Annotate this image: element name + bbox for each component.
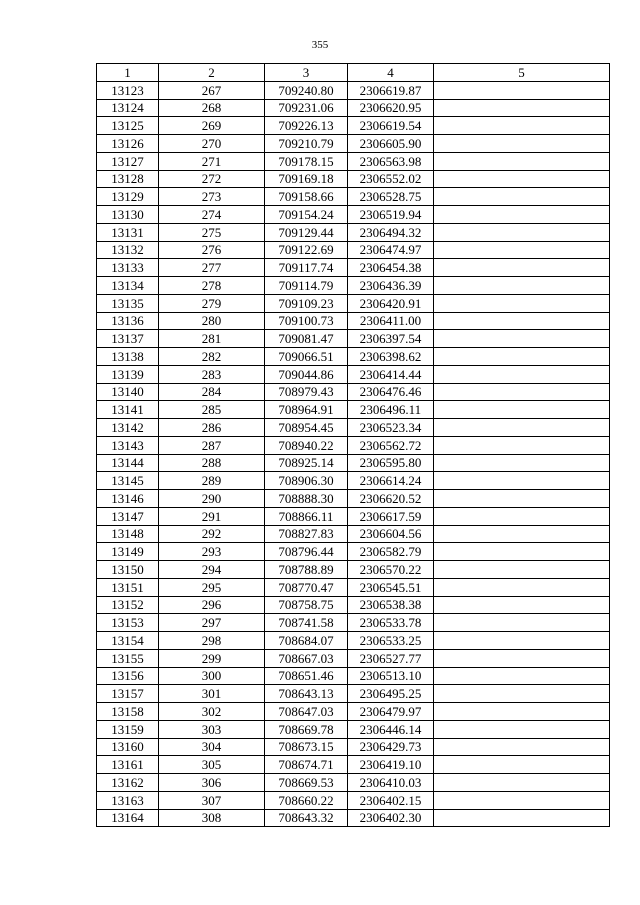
y-coordinate-cell: 2306620.95 (348, 99, 434, 117)
point-id-cell: 13160 (97, 738, 159, 756)
note-cell (434, 365, 610, 383)
sequence-cell: 274 (159, 206, 265, 224)
x-coordinate-cell: 709100.73 (265, 312, 348, 330)
x-coordinate-cell: 708906.30 (265, 472, 348, 490)
x-coordinate-cell: 709129.44 (265, 223, 348, 241)
point-id-cell: 13124 (97, 99, 159, 117)
point-id-cell: 13158 (97, 703, 159, 721)
y-coordinate-cell: 2306552.02 (348, 170, 434, 188)
table-row (97, 703, 610, 721)
table-row (97, 774, 610, 792)
sequence-cell: 292 (159, 525, 265, 543)
y-coordinate-cell: 2306446.14 (348, 720, 434, 738)
point-id-cell: 13138 (97, 348, 159, 366)
table-row (97, 188, 610, 206)
note-cell (434, 543, 610, 561)
note-cell (434, 259, 610, 277)
sequence-cell: 307 (159, 791, 265, 809)
point-id-cell: 13164 (97, 809, 159, 827)
x-coordinate-cell: 709240.80 (265, 81, 348, 99)
x-coordinate-cell: 708674.71 (265, 756, 348, 774)
x-coordinate-cell: 709109.23 (265, 294, 348, 312)
y-coordinate-cell: 2306420.91 (348, 294, 434, 312)
y-coordinate-cell: 2306619.54 (348, 117, 434, 135)
table-row (97, 756, 610, 774)
page-number: 355 (311, 39, 329, 51)
table-row (97, 312, 610, 330)
y-coordinate-cell: 2306582.79 (348, 543, 434, 561)
sequence-cell: 268 (159, 99, 265, 117)
y-coordinate-cell: 2306479.97 (348, 703, 434, 721)
x-coordinate-cell: 708660.22 (265, 791, 348, 809)
note-cell (434, 667, 610, 685)
column-header-5: 5 (434, 64, 610, 82)
table-row (97, 543, 610, 561)
point-id-cell: 13136 (97, 312, 159, 330)
sequence-cell: 306 (159, 774, 265, 792)
note-cell (434, 294, 610, 312)
column-header-4: 4 (348, 64, 434, 82)
x-coordinate-cell: 709169.18 (265, 170, 348, 188)
note-cell (434, 223, 610, 241)
note-cell (434, 703, 610, 721)
table-row (97, 330, 610, 348)
table-row (97, 223, 610, 241)
y-coordinate-cell: 2306545.51 (348, 578, 434, 596)
sequence-cell: 267 (159, 81, 265, 99)
table-row (97, 791, 610, 809)
y-coordinate-cell: 2306527.77 (348, 649, 434, 667)
x-coordinate-cell: 708643.32 (265, 809, 348, 827)
note-cell (434, 578, 610, 596)
table-row (97, 525, 610, 543)
sequence-cell: 286 (159, 419, 265, 437)
y-coordinate-cell: 2306523.34 (348, 419, 434, 437)
point-id-cell: 13145 (97, 472, 159, 490)
x-coordinate-cell: 708647.03 (265, 703, 348, 721)
table-row (97, 206, 610, 224)
sequence-cell: 291 (159, 507, 265, 525)
note-cell (434, 348, 610, 366)
point-id-cell: 13159 (97, 720, 159, 738)
sequence-cell: 289 (159, 472, 265, 490)
point-id-cell: 13135 (97, 294, 159, 312)
x-coordinate-cell: 708979.43 (265, 383, 348, 401)
y-coordinate-cell: 2306519.94 (348, 206, 434, 224)
x-coordinate-cell: 708770.47 (265, 578, 348, 596)
sequence-cell: 271 (159, 152, 265, 170)
point-id-cell: 13144 (97, 454, 159, 472)
note-cell (434, 756, 610, 774)
sequence-cell: 305 (159, 756, 265, 774)
sequence-cell: 298 (159, 632, 265, 650)
sequence-cell: 279 (159, 294, 265, 312)
point-id-cell: 13129 (97, 188, 159, 206)
table-row (97, 81, 610, 99)
sequence-cell: 295 (159, 578, 265, 596)
x-coordinate-cell: 708758.75 (265, 596, 348, 614)
sequence-cell: 302 (159, 703, 265, 721)
point-id-cell: 13134 (97, 277, 159, 295)
table-row (97, 738, 610, 756)
x-coordinate-cell: 709081.47 (265, 330, 348, 348)
y-coordinate-cell: 2306454.38 (348, 259, 434, 277)
table-body (97, 81, 610, 827)
sequence-cell: 278 (159, 277, 265, 295)
y-coordinate-cell: 2306419.10 (348, 756, 434, 774)
sequence-cell: 280 (159, 312, 265, 330)
x-coordinate-cell: 708866.11 (265, 507, 348, 525)
note-cell (434, 490, 610, 508)
sequence-cell: 269 (159, 117, 265, 135)
point-id-cell: 13133 (97, 259, 159, 277)
y-coordinate-cell: 2306397.54 (348, 330, 434, 348)
note-cell (434, 99, 610, 117)
note-cell (434, 401, 610, 419)
note-cell (434, 738, 610, 756)
table-row (97, 561, 610, 579)
coordinates-table (96, 63, 610, 827)
table-row (97, 99, 610, 117)
table-row (97, 436, 610, 454)
note-cell (434, 312, 610, 330)
x-coordinate-cell: 709154.24 (265, 206, 348, 224)
table-row (97, 454, 610, 472)
y-coordinate-cell: 2306617.59 (348, 507, 434, 525)
y-coordinate-cell: 2306595.80 (348, 454, 434, 472)
table-row (97, 578, 610, 596)
table-row (97, 614, 610, 632)
table-row (97, 809, 610, 827)
point-id-cell: 13125 (97, 117, 159, 135)
sequence-cell: 281 (159, 330, 265, 348)
point-id-cell: 13151 (97, 578, 159, 596)
note-cell (434, 649, 610, 667)
table-row (97, 241, 610, 259)
x-coordinate-cell: 709117.74 (265, 259, 348, 277)
x-coordinate-cell: 708669.78 (265, 720, 348, 738)
note-cell (434, 507, 610, 525)
point-id-cell: 13147 (97, 507, 159, 525)
x-coordinate-cell: 708673.15 (265, 738, 348, 756)
point-id-cell: 13140 (97, 383, 159, 401)
y-coordinate-cell: 2306513.10 (348, 667, 434, 685)
point-id-cell: 13152 (97, 596, 159, 614)
point-id-cell: 13163 (97, 791, 159, 809)
sequence-cell: 277 (159, 259, 265, 277)
point-id-cell: 13149 (97, 543, 159, 561)
sequence-cell: 304 (159, 738, 265, 756)
point-id-cell: 13156 (97, 667, 159, 685)
note-cell (434, 614, 610, 632)
point-id-cell: 13150 (97, 561, 159, 579)
note-cell (434, 383, 610, 401)
y-coordinate-cell: 2306528.75 (348, 188, 434, 206)
y-coordinate-cell: 2306604.56 (348, 525, 434, 543)
note-cell (434, 454, 610, 472)
point-id-cell: 13139 (97, 365, 159, 383)
y-coordinate-cell: 2306562.72 (348, 436, 434, 454)
table-row (97, 135, 610, 153)
note-cell (434, 472, 610, 490)
point-id-cell: 13143 (97, 436, 159, 454)
column-header-3: 3 (265, 64, 348, 82)
table-row (97, 667, 610, 685)
note-cell (434, 206, 610, 224)
x-coordinate-cell: 708788.89 (265, 561, 348, 579)
table-row (97, 152, 610, 170)
table-row (97, 259, 610, 277)
y-coordinate-cell: 2306402.15 (348, 791, 434, 809)
y-coordinate-cell: 2306414.44 (348, 365, 434, 383)
note-cell (434, 81, 610, 99)
note-cell (434, 685, 610, 703)
y-coordinate-cell: 2306429.73 (348, 738, 434, 756)
x-coordinate-cell: 709066.51 (265, 348, 348, 366)
table-row (97, 365, 610, 383)
table-row (97, 348, 610, 366)
point-id-cell: 13132 (97, 241, 159, 259)
y-coordinate-cell: 2306402.30 (348, 809, 434, 827)
point-id-cell: 13128 (97, 170, 159, 188)
note-cell (434, 596, 610, 614)
table-row (97, 117, 610, 135)
note-cell (434, 419, 610, 437)
table-row (97, 277, 610, 295)
y-coordinate-cell: 2306436.39 (348, 277, 434, 295)
table-row (97, 294, 610, 312)
sequence-cell: 293 (159, 543, 265, 561)
y-coordinate-cell: 2306563.98 (348, 152, 434, 170)
point-id-cell: 13146 (97, 490, 159, 508)
x-coordinate-cell: 709178.15 (265, 152, 348, 170)
x-coordinate-cell: 708651.46 (265, 667, 348, 685)
table-row (97, 170, 610, 188)
table-row (97, 383, 610, 401)
sequence-cell: 282 (159, 348, 265, 366)
x-coordinate-cell: 709044.86 (265, 365, 348, 383)
sequence-cell: 296 (159, 596, 265, 614)
sequence-cell: 270 (159, 135, 265, 153)
y-coordinate-cell: 2306496.11 (348, 401, 434, 419)
note-cell (434, 632, 610, 650)
y-coordinate-cell: 2306494.32 (348, 223, 434, 241)
x-coordinate-cell: 709122.69 (265, 241, 348, 259)
sequence-cell: 300 (159, 667, 265, 685)
note-cell (434, 241, 610, 259)
x-coordinate-cell: 709231.06 (265, 99, 348, 117)
sequence-cell: 288 (159, 454, 265, 472)
x-coordinate-cell: 708667.03 (265, 649, 348, 667)
column-header-2: 2 (159, 64, 265, 82)
point-id-cell: 13131 (97, 223, 159, 241)
sequence-cell: 284 (159, 383, 265, 401)
x-coordinate-cell: 708964.91 (265, 401, 348, 419)
column-header-1: 1 (97, 64, 159, 82)
note-cell (434, 720, 610, 738)
x-coordinate-cell: 708888.30 (265, 490, 348, 508)
point-id-cell: 13126 (97, 135, 159, 153)
note-cell (434, 330, 610, 348)
point-id-cell: 13161 (97, 756, 159, 774)
sequence-cell: 294 (159, 561, 265, 579)
x-coordinate-cell: 709226.13 (265, 117, 348, 135)
y-coordinate-cell: 2306605.90 (348, 135, 434, 153)
sequence-cell: 287 (159, 436, 265, 454)
note-cell (434, 561, 610, 579)
x-coordinate-cell: 708684.07 (265, 632, 348, 650)
x-coordinate-cell: 709158.66 (265, 188, 348, 206)
point-id-cell: 13157 (97, 685, 159, 703)
table-row (97, 507, 610, 525)
y-coordinate-cell: 2306495.25 (348, 685, 434, 703)
y-coordinate-cell: 2306398.62 (348, 348, 434, 366)
note-cell (434, 117, 610, 135)
x-coordinate-cell: 708940.22 (265, 436, 348, 454)
sequence-cell: 276 (159, 241, 265, 259)
y-coordinate-cell: 2306411.00 (348, 312, 434, 330)
x-coordinate-cell: 708925.14 (265, 454, 348, 472)
table-row (97, 632, 610, 650)
sequence-cell: 272 (159, 170, 265, 188)
note-cell (434, 809, 610, 827)
sequence-cell: 290 (159, 490, 265, 508)
table-row (97, 490, 610, 508)
sequence-cell: 283 (159, 365, 265, 383)
note-cell (434, 774, 610, 792)
x-coordinate-cell: 708796.44 (265, 543, 348, 561)
y-coordinate-cell: 2306538.38 (348, 596, 434, 614)
sequence-cell: 301 (159, 685, 265, 703)
table-row (97, 720, 610, 738)
x-coordinate-cell: 708954.45 (265, 419, 348, 437)
point-id-cell: 13154 (97, 632, 159, 650)
y-coordinate-cell: 2306410.03 (348, 774, 434, 792)
point-id-cell: 13148 (97, 525, 159, 543)
point-id-cell: 13155 (97, 649, 159, 667)
table-row (97, 401, 610, 419)
y-coordinate-cell: 2306620.52 (348, 490, 434, 508)
x-coordinate-cell: 708741.58 (265, 614, 348, 632)
y-coordinate-cell: 2306614.24 (348, 472, 434, 490)
table-row (97, 649, 610, 667)
table-header-row (97, 64, 610, 82)
sequence-cell: 303 (159, 720, 265, 738)
y-coordinate-cell: 2306619.87 (348, 81, 434, 99)
note-cell (434, 525, 610, 543)
note-cell (434, 277, 610, 295)
x-coordinate-cell: 709114.79 (265, 277, 348, 295)
x-coordinate-cell: 709210.79 (265, 135, 348, 153)
x-coordinate-cell: 708643.13 (265, 685, 348, 703)
y-coordinate-cell: 2306570.22 (348, 561, 434, 579)
point-id-cell: 13153 (97, 614, 159, 632)
note-cell (434, 436, 610, 454)
sequence-cell: 285 (159, 401, 265, 419)
y-coordinate-cell: 2306533.78 (348, 614, 434, 632)
sequence-cell: 297 (159, 614, 265, 632)
point-id-cell: 13137 (97, 330, 159, 348)
point-id-cell: 13142 (97, 419, 159, 437)
y-coordinate-cell: 2306476.46 (348, 383, 434, 401)
sequence-cell: 273 (159, 188, 265, 206)
note-cell (434, 135, 610, 153)
note-cell (434, 170, 610, 188)
sequence-cell: 275 (159, 223, 265, 241)
sequence-cell: 308 (159, 809, 265, 827)
x-coordinate-cell: 708827.83 (265, 525, 348, 543)
point-id-cell: 13127 (97, 152, 159, 170)
table-row (97, 685, 610, 703)
y-coordinate-cell: 2306533.25 (348, 632, 434, 650)
table-row (97, 472, 610, 490)
note-cell (434, 791, 610, 809)
table-row (97, 596, 610, 614)
point-id-cell: 13123 (97, 81, 159, 99)
note-cell (434, 188, 610, 206)
y-coordinate-cell: 2306474.97 (348, 241, 434, 259)
x-coordinate-cell: 708669.53 (265, 774, 348, 792)
note-cell (434, 152, 610, 170)
point-id-cell: 13162 (97, 774, 159, 792)
point-id-cell: 13130 (97, 206, 159, 224)
sequence-cell: 299 (159, 649, 265, 667)
point-id-cell: 13141 (97, 401, 159, 419)
table-row (97, 419, 610, 437)
